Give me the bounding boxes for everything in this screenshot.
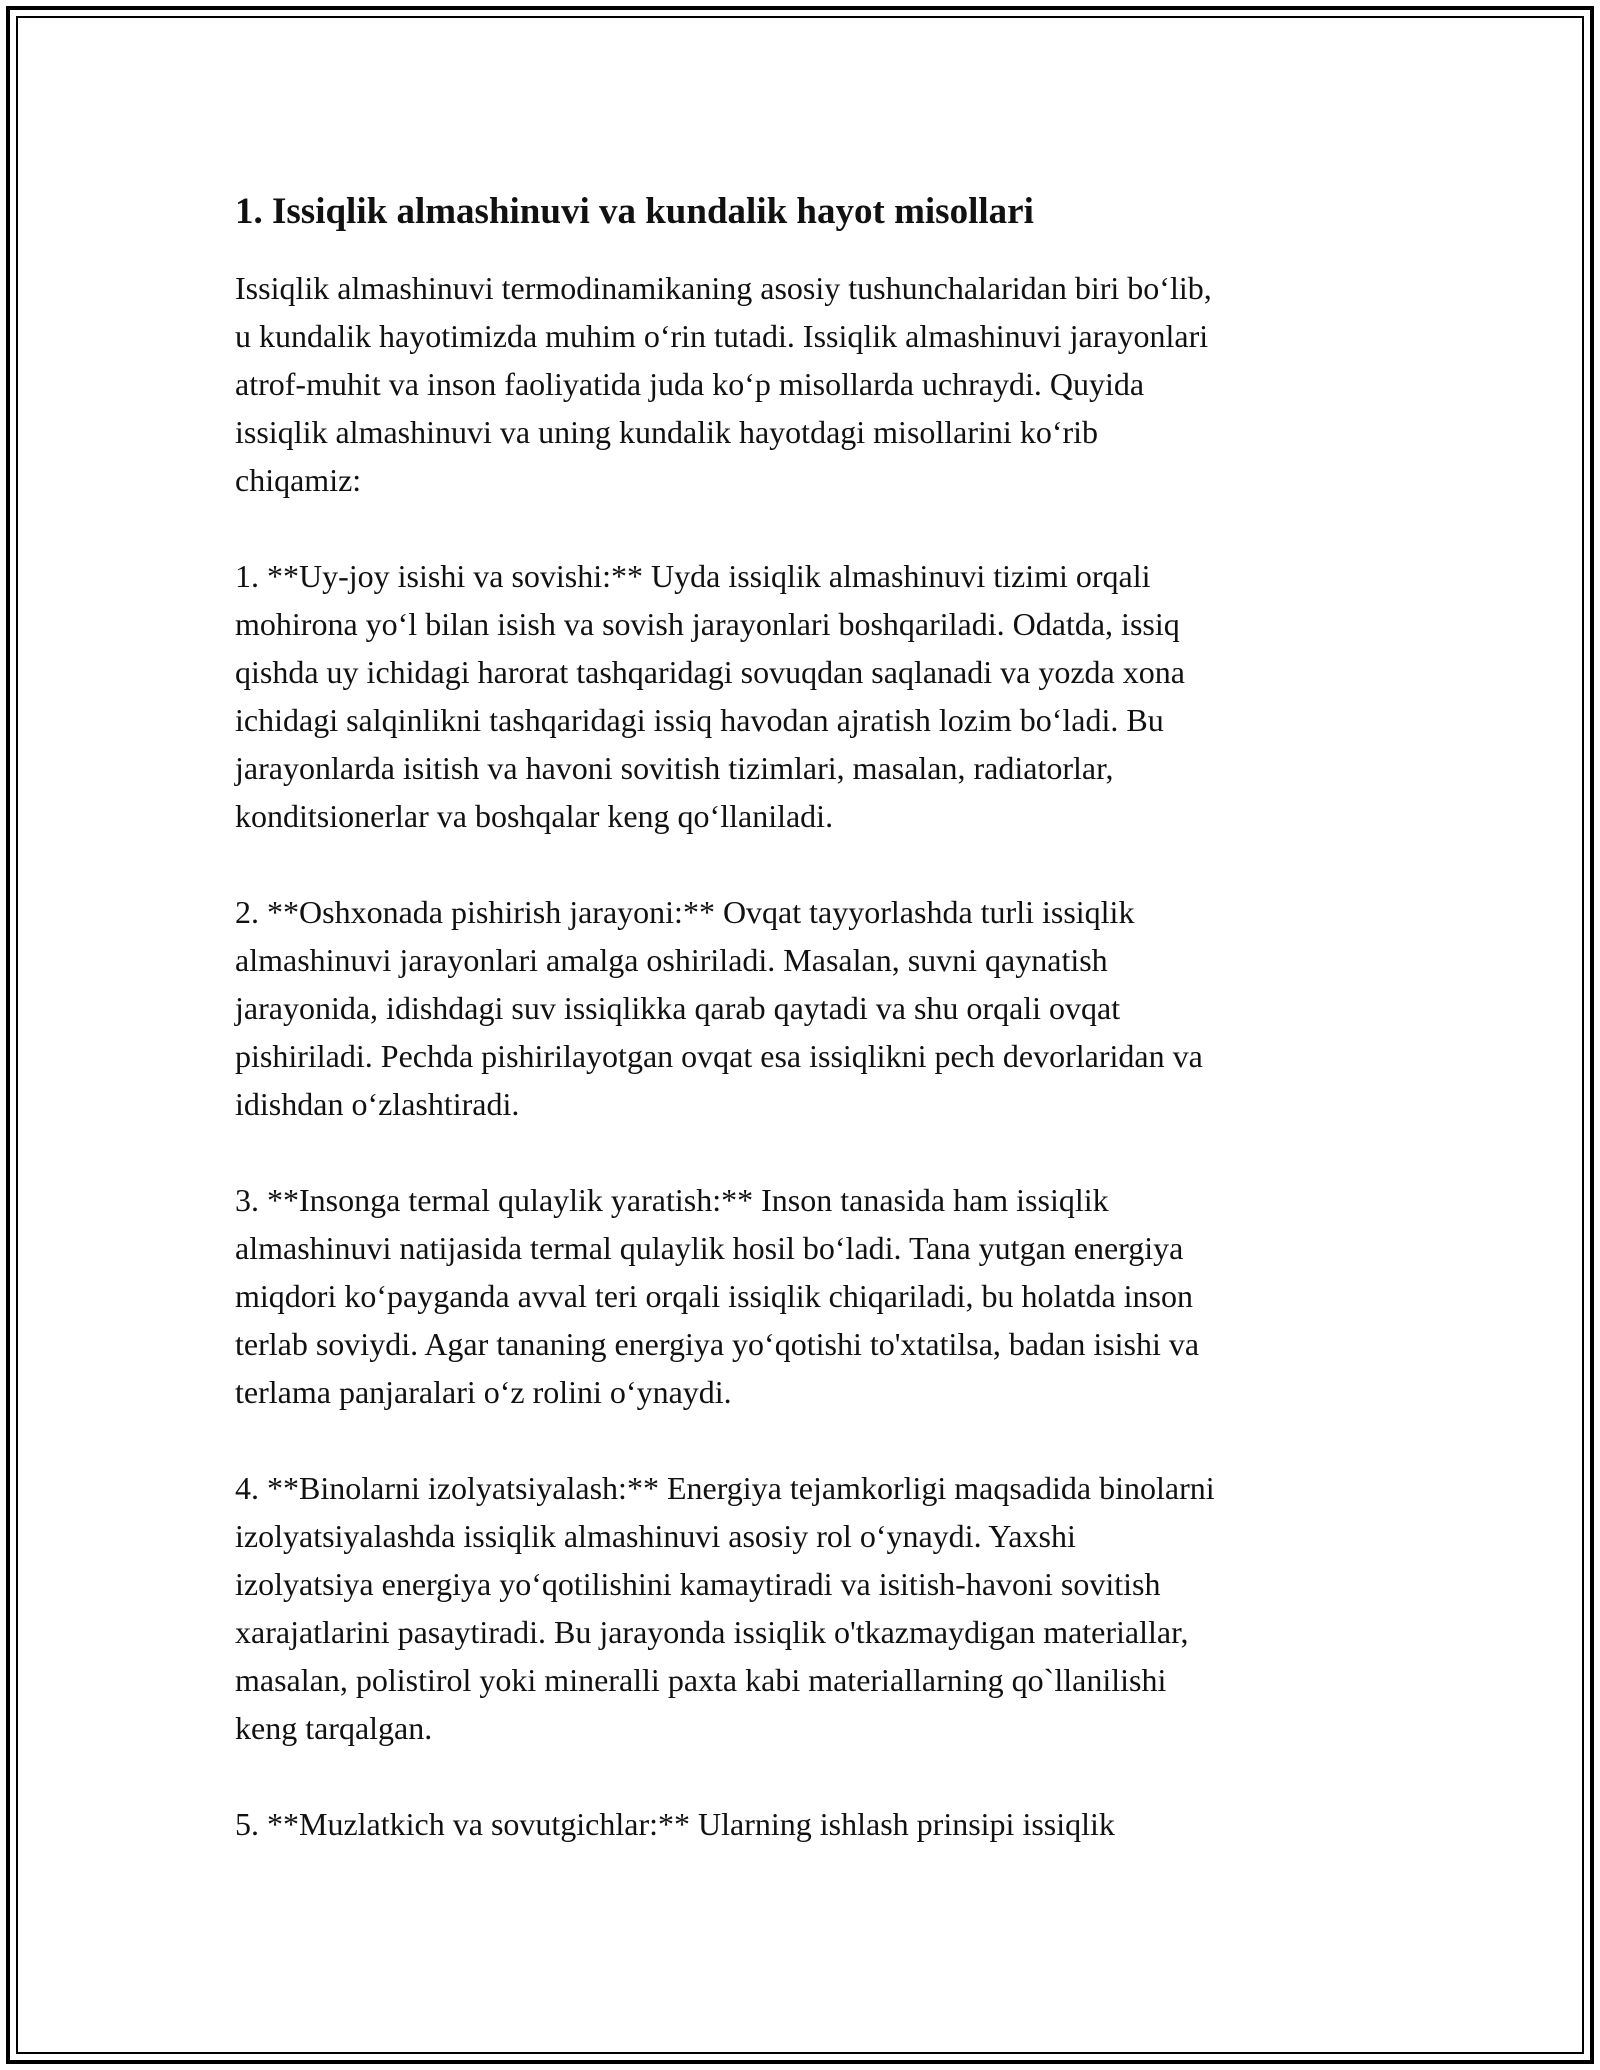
document-title: 1. Issiqlik almashinuvi va kundalik hayot misollari <box>235 191 1034 232</box>
paragraph-item-5: 5. **Muzlatkich va sovutgichlar:** Ularning ishlash prinsipi issiqlik <box>235 1806 1115 1842</box>
paragraph-item-1: 1. **Uy-joy isishi va sovishi:** Uyda issiqlik almashinuvi tizimi orqali mohirona yo‘l bilan isish va sovish jarayonlari boshqariladi. Odatda, issiq qishda uy ichidagi harorat tashqaridagi sovuqdan saqlanadi va yozda xona ichidagi salqinlikni tashqaridagi issiq havodan ajratish lozim bo‘ladi. Bu jarayonlarda isitish va havoni sovitish tizimlari, masalan, radiatorlar, konditsionerlar va boshqalar keng qo‘llaniladi. <box>235 558 1185 834</box>
paragraph-item-3: 3. **Insonga termal qulaylik yaratish:** Inson tanasida ham issiqlik almashinuvi natijasida termal qulaylik hosil bo‘ladi. Tana yutgan energiya miqdori ko‘payganda avval teri orqali issiqlik chiqariladi, bu holatda inson terlab soviydi. Agar tananing energiya yo‘qotishi to'xtatilsa, badan isishi va terlama panjaralari o‘z rolini o‘ynaydi. <box>235 1182 1200 1410</box>
paragraph-item-2: 2. **Oshxonada pishirish jarayoni:** Ovqat tayyorlashda turli issiqlik almashinuvi jarayonlari amalga oshiriladi. Masalan, suvni qaynatish jarayonida, idishdagi suv issiqlikka qarab qaytadi va shu orqali ovqat pishiriladi. Pechda pishirilayotgan ovqat esa issiqlikni pech devorlaridan va idishdan o‘zlashtiradi. <box>235 894 1203 1122</box>
paragraph-intro: Issiqlik almashinuvi termodinamikaning asosiy tushunchalaridan biri bo‘lib, u kundalik hayotimizda muhim o‘rin tutadi. Issiqlik almashinuvi jarayonlari atrof-muhit va inson faoliyatida juda ko‘p misollarda uchraydi. Quyida issiqlik almashinuvi va uning kundalik hayotdagi misollarini ko‘rib chiqamiz: <box>235 270 1212 498</box>
document-body <box>235 188 1375 1896</box>
paragraph-item-4: 4. **Binolarni izolyatsiyalash:** Energiya tejamkorligi maqsadida binolarni izolyatsiyalashda issiqlik almashinuvi asosiy rol o‘ynaydi. Yaxshi izolyatsiya energiya yo‘qotilishini kamaytiradi va isitish-havoni sovitish xarajatlarini pasaytiradi. Bu jarayonda issiqlik o'tkazmaydigan materiallar, masalan, polistirol yoki mineralli paxta kabi materiallarning qo`llanilishi keng tarqalgan. <box>235 1470 1215 1746</box>
